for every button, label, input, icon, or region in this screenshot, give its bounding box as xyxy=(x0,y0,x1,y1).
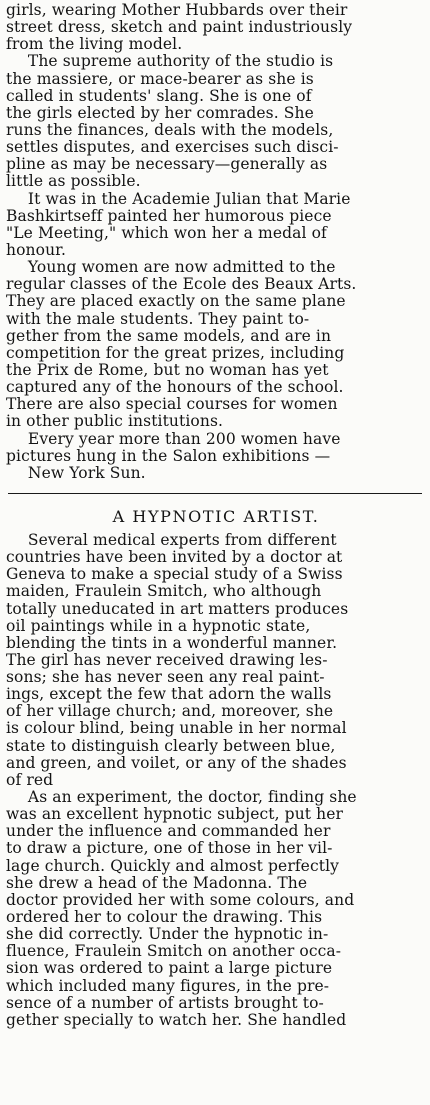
text-line: Every year more than 200 women have xyxy=(27,429,341,448)
text-line: oil paintings while in a hypnotic state, xyxy=(6,616,311,635)
text-line: fluence, Fraulein Smitch on another occa- xyxy=(6,942,342,961)
text-line: countries have been invited by a doctor at xyxy=(6,548,343,567)
text-line: Young women are now admitted to the xyxy=(27,258,336,277)
text-line: little as possible. xyxy=(6,172,141,191)
source-credit: New York Sun. xyxy=(27,463,146,482)
text-line: The girl has never received drawing les- xyxy=(6,650,328,669)
text-line: with the male students. They paint to- xyxy=(6,309,310,328)
text-line: Geneva to make a special study of a Swiss xyxy=(6,565,343,584)
paragraph-2 xyxy=(6,53,426,190)
text-line: pictures hung in the Salon exhibitions — xyxy=(6,446,331,465)
text-line: runs the finances, deals with the models, xyxy=(6,120,334,139)
text-line: is colour blind, being unable in her normal xyxy=(6,719,347,738)
text-line: from the living model. xyxy=(6,35,183,54)
paragraph-4 xyxy=(6,259,426,430)
article-hypnotic-artist xyxy=(6,506,426,1029)
divider-rule xyxy=(8,493,422,494)
text-line: Several medical experts from different xyxy=(27,530,337,549)
article-divider xyxy=(6,482,426,506)
text-line: called in students' slang. She is one of xyxy=(6,86,312,105)
text-line: under the influence and commanded her xyxy=(6,822,331,841)
paragraph-1 xyxy=(6,2,426,53)
text-line: the massiere, or mace-bearer as she is xyxy=(6,69,314,88)
text-line: sons; she has never seen any real paint- xyxy=(6,668,325,687)
article-continuation xyxy=(6,2,426,482)
text-line: Bashkirtseff painted her humorous piece xyxy=(6,206,332,225)
text-line: ordered her to colour the drawing. This xyxy=(6,908,323,927)
text-line: The supreme authority of the studio is xyxy=(27,52,334,71)
text-line: gether specially to watch her. She handled xyxy=(6,1010,347,1029)
paragraph-5 xyxy=(6,431,426,482)
text-line: "Le Meeting," which won her a medal of xyxy=(6,223,327,242)
text-line: of her village church; and, moreover, she xyxy=(6,702,334,721)
text-line: totally uneducated in art matters produces xyxy=(6,599,349,618)
text-line: to draw a picture, one of those in her vil- xyxy=(6,839,333,858)
text-line: pline as may be necessary—generally as xyxy=(6,155,328,174)
text-line: settles disputes, and exercises such disci- xyxy=(6,138,339,157)
text-line: regular classes of the Ecole des Beaux Arts. xyxy=(6,275,357,294)
text-line: the girls elected by her comrades. She xyxy=(6,103,314,122)
text-line: the Prix de Rome, but no woman has yet xyxy=(6,360,329,379)
text-line: which included many figures, in the pre- xyxy=(6,976,330,995)
text-line: she did correctly. Under the hypnotic in- xyxy=(6,925,329,944)
text-line: street dress, sketch and paint industriously xyxy=(6,18,353,37)
text-line: in other public institutions. xyxy=(6,412,224,431)
text-line: was an excellent hypnotic subject, put her xyxy=(6,805,344,824)
paragraph-7 xyxy=(6,789,426,1029)
text-line: lage church. Quickly and almost perfectly xyxy=(6,856,340,875)
text-line: competition for the great prizes, including xyxy=(6,343,345,362)
text-line: maiden, Fraulein Smitch, who although xyxy=(6,582,322,601)
text-line: she drew a head of the Madonna. The xyxy=(6,873,308,892)
text-column xyxy=(6,2,426,1029)
text-line: blending the tints in a wonderful manner. xyxy=(6,633,338,652)
text-line: gether from the same models, and are in xyxy=(6,326,332,345)
text-line: and green, and voilet, or any of the shades xyxy=(6,753,347,772)
text-line: ings, except the few that adorn the walls xyxy=(6,685,332,704)
text-line: sion was ordered to paint a large picture xyxy=(6,959,333,978)
paragraph-6 xyxy=(6,532,426,789)
text-line: honour. xyxy=(6,240,67,259)
text-line: state to distinguish clearly between blue, xyxy=(6,736,336,755)
text-line: They are placed exactly on the same plane xyxy=(6,292,346,311)
text-line: As an experiment, the doctor, finding she xyxy=(27,788,357,807)
text-line: captured any of the honours of the school. xyxy=(6,378,344,397)
article-headline: A HYPNOTIC ARTIST. xyxy=(112,506,320,526)
text-line: doctor provided her with some colours, and xyxy=(6,890,355,909)
paragraph-3 xyxy=(6,191,426,260)
text-line: of red xyxy=(6,770,54,789)
text-line: It was in the Academie Julian that Marie xyxy=(27,189,351,208)
text-line: There are also special courses for women xyxy=(6,395,338,414)
text-line: girls, wearing Mother Hubbards over their xyxy=(6,1,348,19)
text-line: sence of a number of artists brought to- xyxy=(6,993,324,1012)
